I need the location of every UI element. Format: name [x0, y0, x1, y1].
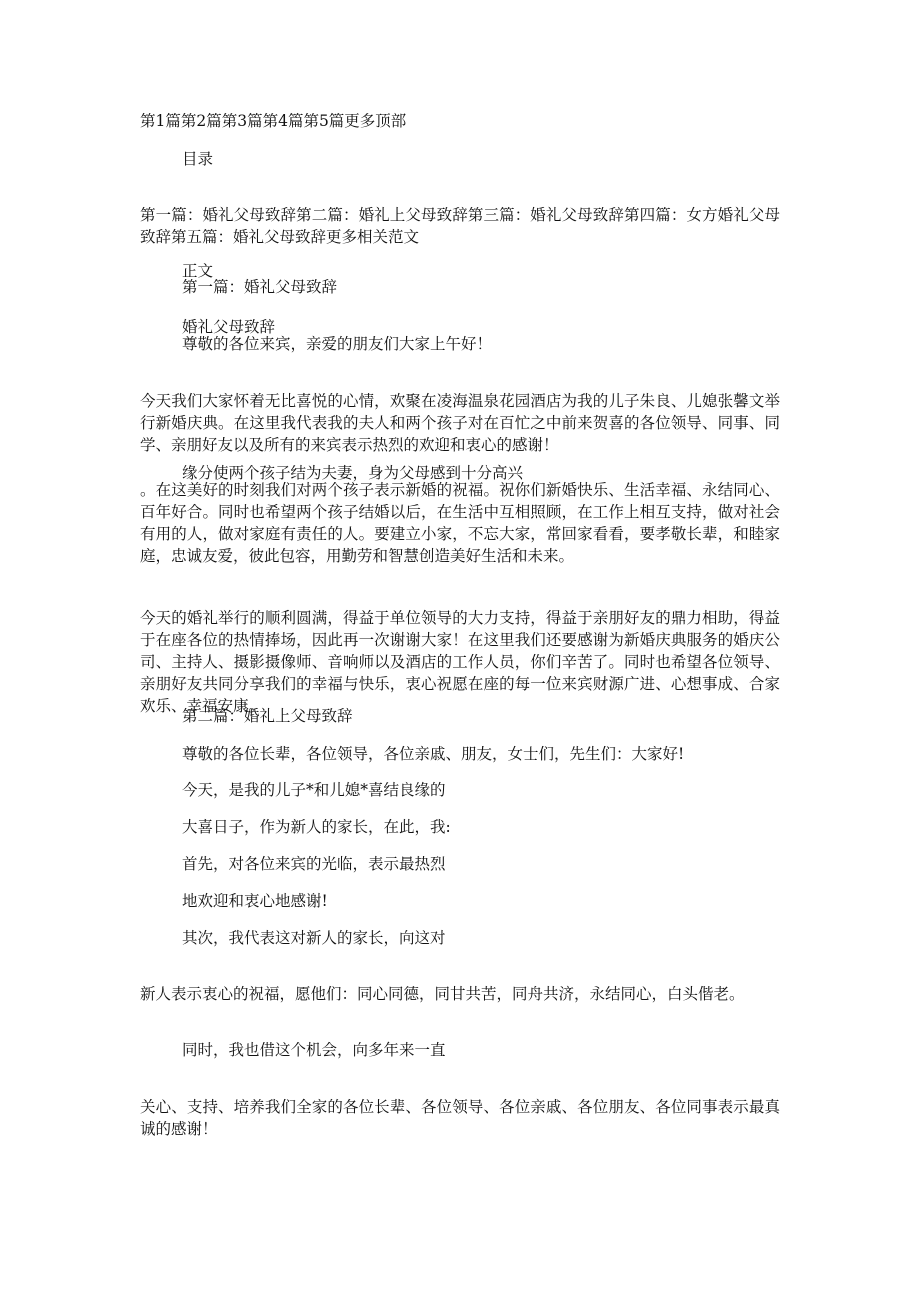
- section2-line-6: 其次，我代表这对新人的家长，向这对: [182, 929, 446, 947]
- section1-paragraph-3: 今天的婚礼举行的顺利圆满，得益于单位领导的大力支持，得益于亲朋好友的鼎力相助，得益于在座各位的热情捧场，因此再一次谢谢大家！在这里我们还要感谢为新婚庆典服务的婚庆公司、主持人、摄影摄像师、音响师以及酒店的工作人员，你们辛苦了。同时也希望各位领导、亲朋好友共同分享我们的幸福与快乐，衷心祝愿在座的每一位来宾财源广进、心想事成、合家欢乐、幸福安康。: [140, 609, 780, 715]
- section1-greeting: 尊敬的各位来宾，亲爱的朋友们大家上午好！: [182, 335, 493, 353]
- section1-paragraph-2-lead: 缘分使两个孩子结为夫妻，身为父母感到十分高兴: [182, 464, 524, 482]
- section1-paragraph-2: 。在这美好的时刻我们对两个孩子表示新婚的祝福。祝你们新婚快乐、生活幸福、永结同心、百年好合。同时也希望两个孩子结婚以后，在生活中互相照顾，在工作上相互支持，做对社会有用的人，做对家庭有责任的人。要建立小家，不忘大家，常回家看看，要孝敬长辈，和睦家庭，忠诚友爱，彼此包容，用勤劳和智慧创造美好生活和未来。: [140, 481, 780, 565]
- section2-title: 第二篇：婚礼上父母致辞: [182, 707, 353, 725]
- section2-line-4: 首先，对各位来宾的光临，表示最热烈: [182, 855, 446, 873]
- section2-paragraph-7: 新人表示衷心的祝福，愿他们：同心同德，同甘共苦，同舟共济，永结同心，白头偕老。: [140, 985, 745, 1003]
- section2-line-2: 今天，是我的儿子*和儿媳*喜结良缘的: [182, 781, 446, 799]
- section2-line-3: 大喜日子，作为新人的家长，在此，我:: [182, 818, 451, 836]
- section2-line-8: 同时，我也借这个机会，向多年来一直: [182, 1041, 446, 1059]
- body-label: 正文: [182, 262, 214, 280]
- section1-paragraph-1: 今天我们大家怀着无比喜悦的心情，欢聚在凌海温泉花园酒店为我的儿子朱良、儿媳张馨文举行新婚庆典。在这里我代表我的夫人和两个孩子对在百忙之中前来贺喜的各位领导、同事、同学、亲朋好友以及所有的来宾表示热烈的欢迎和衷心的感谢！: [140, 392, 780, 454]
- section2-line-5: 地欢迎和衷心地感谢!: [182, 892, 328, 910]
- section2-paragraph-9: 关心、支持、培养我们全家的各位长辈、各位领导、各位亲戚、各位朋友、各位同事表示最真诚的感谢！: [140, 1098, 780, 1138]
- section1-title: 第一篇：婚礼父母致辞: [182, 278, 338, 296]
- section2-line-1: 尊敬的各位长辈，各位领导，各位亲戚、朋友，女士们，先生们：大家好!: [182, 745, 685, 763]
- toc-heading: 目录: [182, 150, 214, 168]
- toc-items[interactable]: 第一篇：婚礼父母致辞第二篇：婚礼上父母致辞第三篇：婚礼父母致辞第四篇：女方婚礼父母致辞第五篇：婚礼父母致辞更多相关范文: [140, 206, 780, 246]
- article-nav[interactable]: 第1篇第2篇第3篇第4篇第5篇更多顶部: [140, 112, 407, 130]
- section1-subtitle: 婚礼父母致辞: [182, 318, 276, 336]
